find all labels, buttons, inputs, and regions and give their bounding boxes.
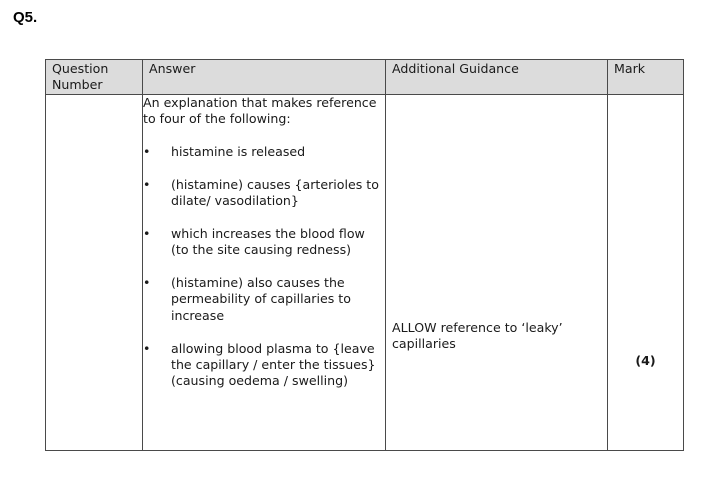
answer-points: [143, 144, 385, 390]
header-answer: Answer: [143, 60, 386, 95]
mark-scheme-table: [45, 59, 684, 451]
table-row: [46, 95, 684, 451]
answer-point: [143, 341, 385, 390]
guidance-text: ALLOW reference to ‘leaky’ capillaries: [392, 320, 563, 352]
header-additional-guidance: Additional Guidance: [386, 60, 608, 95]
answer-cell: [143, 95, 386, 451]
answer-point: [143, 275, 385, 324]
answer-point-text: histamine is released: [171, 143, 306, 159]
question-label: Q5.: [13, 9, 38, 26]
guidance-cell: [386, 95, 608, 451]
header-mark: Mark: [608, 60, 684, 95]
answer-point-text: (histamine) also causes the permeability of capillaries to increase: [171, 275, 351, 323]
answer-point-text: allowing blood plasma to {leave the capillary / enter the tissues} (causing oedema / swelling): [171, 340, 376, 389]
bullet-icon: •: [143, 143, 151, 159]
header-question-number: Question Number: [46, 60, 143, 95]
bullet-icon: •: [143, 176, 151, 192]
answer-point-text: (histamine) causes {arterioles to dilate/ vasodilation}: [171, 176, 379, 209]
answer-point: [143, 144, 385, 160]
answer-point: [143, 177, 385, 210]
answer-point-text: which increases the blood flow (to the site causing redness): [171, 225, 365, 258]
bullet-icon: •: [143, 275, 151, 291]
bullet-icon: •: [143, 225, 151, 241]
bullet-icon: •: [143, 340, 151, 356]
answer-point: [143, 226, 385, 259]
header-row: [46, 60, 684, 95]
answer-intro: An explanation that makes reference to four of the following:: [143, 95, 377, 127]
mark-value: (4): [635, 353, 656, 368]
question-number-cell: [46, 95, 143, 451]
mark-cell: [608, 95, 684, 451]
